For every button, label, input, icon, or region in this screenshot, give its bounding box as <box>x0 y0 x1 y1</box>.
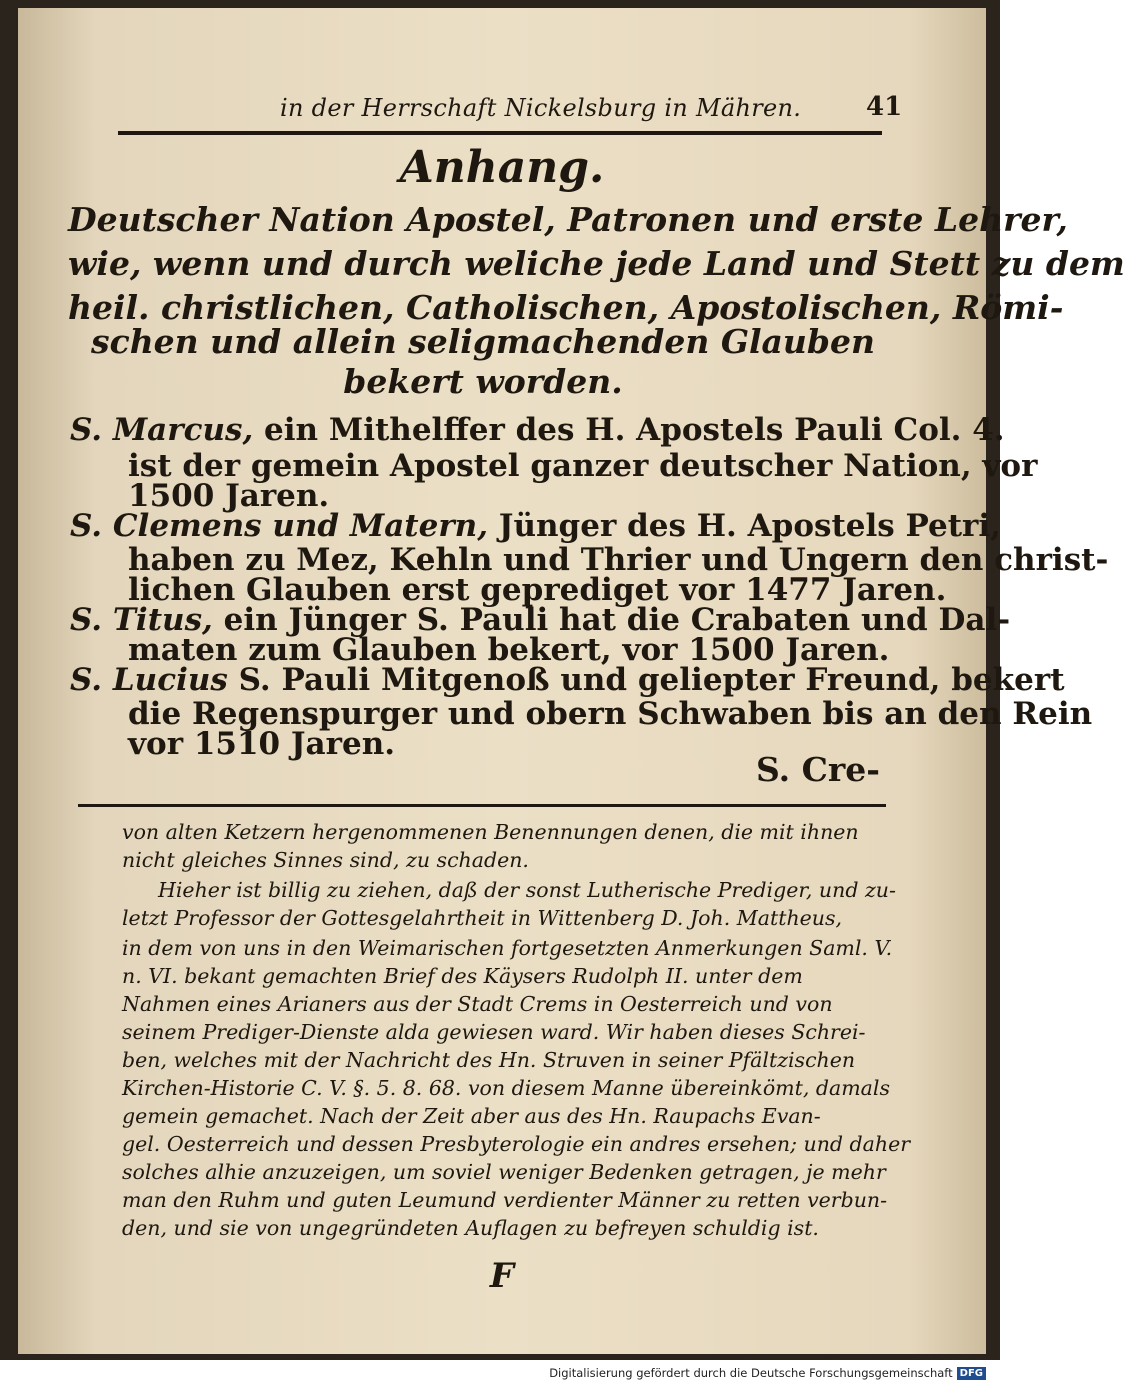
entry-line: die Regenspurger und obern Schwaben bis an den Rein <box>128 696 1093 732</box>
footnote-line: in dem von uns in den Weimarischen fortgesetzten Anmerkungen Saml. V. <box>122 936 893 960</box>
entry-line: 1500 Jaren. <box>128 478 330 514</box>
signature-mark: F <box>489 1256 515 1296</box>
entry-line: maten zum Glauben bekert, vor 1500 Jaren. <box>128 632 890 668</box>
entry-line: lichen Glauben erst geprediget vor 1477 Jaren. <box>128 572 947 608</box>
footnote-line: Nahmen eines Arianers aus der Stadt Crems in Oesterreich und von <box>122 992 833 1016</box>
footnote-line: man den Ruhm und guten Leumund verdienter Männer zu retten verbun- <box>122 1188 888 1212</box>
footnote-line: Kirchen-Historie C. V. §. 5. 8. 68. von diesem Manne übereinkömt, damals <box>122 1076 890 1100</box>
saint-name: S. Clemens und Matern, <box>70 508 489 544</box>
entry-line <box>70 662 1065 698</box>
title-line: Deutscher Nation Apostel, Patronen und erste Lehrer, <box>68 200 1068 239</box>
title-line: bekert worden. <box>343 362 623 401</box>
footnote-line: ben, welches mit der Nachricht des Hn. Struven in seiner Pfältzischen <box>122 1048 856 1072</box>
running-head: in der Herrschaft Nickelsburg in Mähren. <box>280 94 802 122</box>
title-line: heil. christlichen, Catholischen, Apostolischen, Römi- <box>68 288 1064 327</box>
footnote-line: solches alhie anzuzeigen, um soviel weniger Bedenken getragen, je mehr <box>122 1160 886 1184</box>
footnote-line: gel. Oesterreich und dessen Presbyterologie ein andres ersehen; und daher <box>122 1132 911 1156</box>
saint-name: S. Titus, <box>70 602 213 638</box>
credit-text: Digitalisierung gefördert durch die Deutsche Forschungsgemeinschaft <box>549 1366 953 1380</box>
header-rule <box>118 131 882 135</box>
catchword: S. Cre- <box>756 750 880 789</box>
entry-text: ein Jünger S. Pauli hat die Crabaten und Dal- <box>212 602 1011 638</box>
footnote-line: nicht gleiches Sinnes sind, zu schaden. <box>122 848 529 872</box>
dfg-logo: DFG <box>957 1367 986 1380</box>
entry-line: vor 1510 Jaren. <box>128 726 396 762</box>
entry-line: ist der gemein Apostel ganzer deutscher Nation, vor <box>128 448 1038 484</box>
section-heading: Anhang. <box>399 142 605 193</box>
entry-line: haben zu Mez, Kehln und Thrier und Ungern den christ- <box>128 542 1109 578</box>
entry-text: Jünger des H. Apostels Petri, <box>488 508 1001 544</box>
book-page <box>18 8 1125 1354</box>
footnote-rule <box>78 804 886 807</box>
digitization-credit <box>549 1366 986 1380</box>
entry-text: ein Mithelffer des H. Apostels Pauli Col. 4. <box>253 412 1005 448</box>
entry-line <box>70 412 1005 448</box>
footnote-line: gemein gemachet. Nach der Zeit aber aus des Hn. Raupachs Evan- <box>122 1104 821 1128</box>
saint-name: S. Marcus, <box>70 412 254 448</box>
footnote-line: Hieher ist billig zu ziehen, daß der sonst Lutherische Prediger, und zu- <box>158 878 896 902</box>
footnote-line: den, und sie von ungegründeten Auflagen zu befreyen schuldig ist. <box>122 1216 819 1240</box>
footnote-line: n. VI. bekant gemachten Brief des Käysers Rudolph II. unter dem <box>122 964 803 988</box>
saint-name: S. Lucius <box>70 662 228 698</box>
title-line: schen und allein seligmachenden Glauben <box>91 322 875 361</box>
footnote-line: von alten Ketzern hergenommenen Benennungen denen, die mit ihnen <box>122 820 859 844</box>
entry-line <box>70 508 1001 544</box>
entry-text: S. Pauli Mitgenoß und geliepter Freund, bekert <box>227 662 1065 698</box>
footnote-line: letzt Professor der Gottesgelahrtheit in Wittenberg D. Joh. Mattheus, <box>122 906 843 930</box>
footnote-line: seinem Prediger-Dienste alda gewiesen ward. Wir haben dieses Schrei- <box>122 1020 866 1044</box>
title-line: wie, wenn und durch weliche jede Land und Stett zu dem <box>68 244 1125 283</box>
page-number: 41 <box>866 92 903 122</box>
